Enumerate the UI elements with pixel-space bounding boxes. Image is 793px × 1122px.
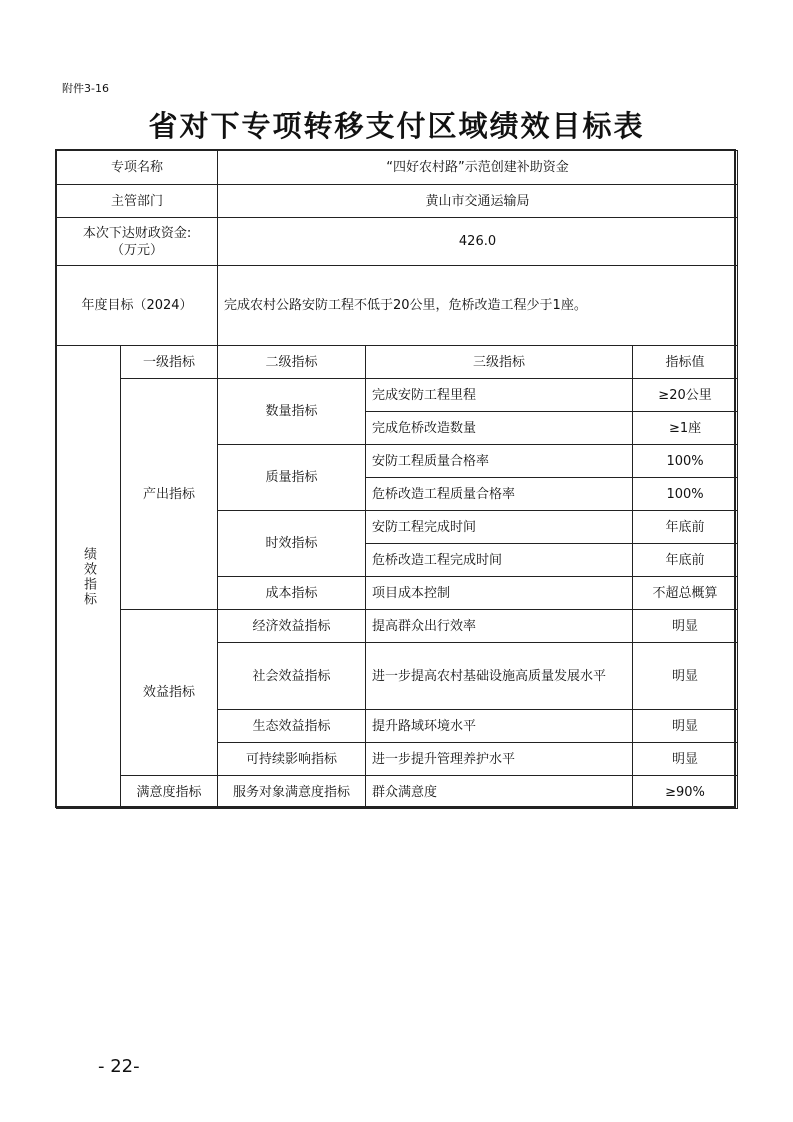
table-row xyxy=(57,610,738,643)
value-cell: 明显 xyxy=(633,710,738,743)
l3-cell: 进一步提高农村基础设施高质量发展水平 xyxy=(366,643,633,710)
group-satisfaction: 满意度指标 xyxy=(121,776,218,809)
l2-social: 社会效益指标 xyxy=(218,643,366,710)
value-cell: 年底前 xyxy=(633,511,738,544)
value-cell: 不超总概算 xyxy=(633,577,738,610)
l3-cell: 完成安防工程里程 xyxy=(366,379,633,412)
perf-label-cell xyxy=(57,346,121,809)
dept-label: 主管部门 xyxy=(57,185,218,218)
l3-cell: 提升路域环境水平 xyxy=(366,710,633,743)
l3-cell: 群众满意度 xyxy=(366,776,633,809)
table-row-headers xyxy=(57,346,738,379)
performance-table xyxy=(56,150,738,809)
attachment-label: 附件3-16 xyxy=(62,82,109,95)
l2-service: 服务对象满意度指标 xyxy=(218,776,366,809)
fund-value: 426.0 xyxy=(218,218,738,266)
value-cell: 年底前 xyxy=(633,544,738,577)
l2-quantity: 数量指标 xyxy=(218,379,366,445)
table-row-fund xyxy=(57,218,738,266)
dept-value: 黄山市交通运输局 xyxy=(218,185,738,218)
group-output: 产出指标 xyxy=(121,379,218,610)
header-l2: 二级指标 xyxy=(218,346,366,379)
value-cell: 100% xyxy=(633,445,738,478)
l3-cell: 完成危桥改造数量 xyxy=(366,412,633,445)
page-number: - 22- xyxy=(98,1056,140,1077)
l2-sustainable: 可持续影响指标 xyxy=(218,743,366,776)
value-cell: ≥1座 xyxy=(633,412,738,445)
fund-label xyxy=(57,218,218,266)
goal-value: 完成农村公路安防工程不低于20公里，危桥改造工程少于1座。 xyxy=(218,266,738,346)
l2-quality: 质量指标 xyxy=(218,445,366,511)
table-row-project xyxy=(57,151,738,185)
l2-ecological: 生态效益指标 xyxy=(218,710,366,743)
l2-economic: 经济效益指标 xyxy=(218,610,366,643)
value-cell: 100% xyxy=(633,478,738,511)
l2-timeliness: 时效指标 xyxy=(218,511,366,577)
l3-cell: 提高群众出行效率 xyxy=(366,610,633,643)
value-cell: 明显 xyxy=(633,610,738,643)
project-label: 专项名称 xyxy=(57,151,218,185)
fund-label-line1: 本次下达财政资金: xyxy=(82,225,192,241)
value-cell: 明显 xyxy=(633,643,738,710)
table-row xyxy=(57,379,738,412)
group-benefit: 效益指标 xyxy=(121,610,218,776)
l3-cell: 危桥改造工程质量合格率 xyxy=(366,478,633,511)
header-l3: 三级指标 xyxy=(366,346,633,379)
header-value: 指标值 xyxy=(633,346,738,379)
l3-cell: 进一步提升管理养护水平 xyxy=(366,743,633,776)
l3-cell: 安防工程完成时间 xyxy=(366,511,633,544)
goal-label: 年度目标（2024） xyxy=(57,266,218,346)
value-cell: 明显 xyxy=(633,743,738,776)
l3-cell: 安防工程质量合格率 xyxy=(366,445,633,478)
l3-cell: 项目成本控制 xyxy=(366,577,633,610)
l3-cell: 危桥改造工程完成时间 xyxy=(366,544,633,577)
project-value: “四好农村路”示范创建补助资金 xyxy=(218,151,738,185)
l2-cost: 成本指标 xyxy=(218,577,366,610)
fund-label-line2: （万元） xyxy=(111,242,164,258)
table-row-goal xyxy=(57,266,738,346)
perf-label: 绩效指标 xyxy=(81,547,96,607)
table-row-dept xyxy=(57,185,738,218)
table-row xyxy=(57,776,738,809)
value-cell: ≥90% xyxy=(633,776,738,809)
header-l1: 一级指标 xyxy=(121,346,218,379)
value-cell: ≥20公里 xyxy=(633,379,738,412)
page-title: 省对下专项转移支付区域绩效目标表 xyxy=(148,109,645,143)
